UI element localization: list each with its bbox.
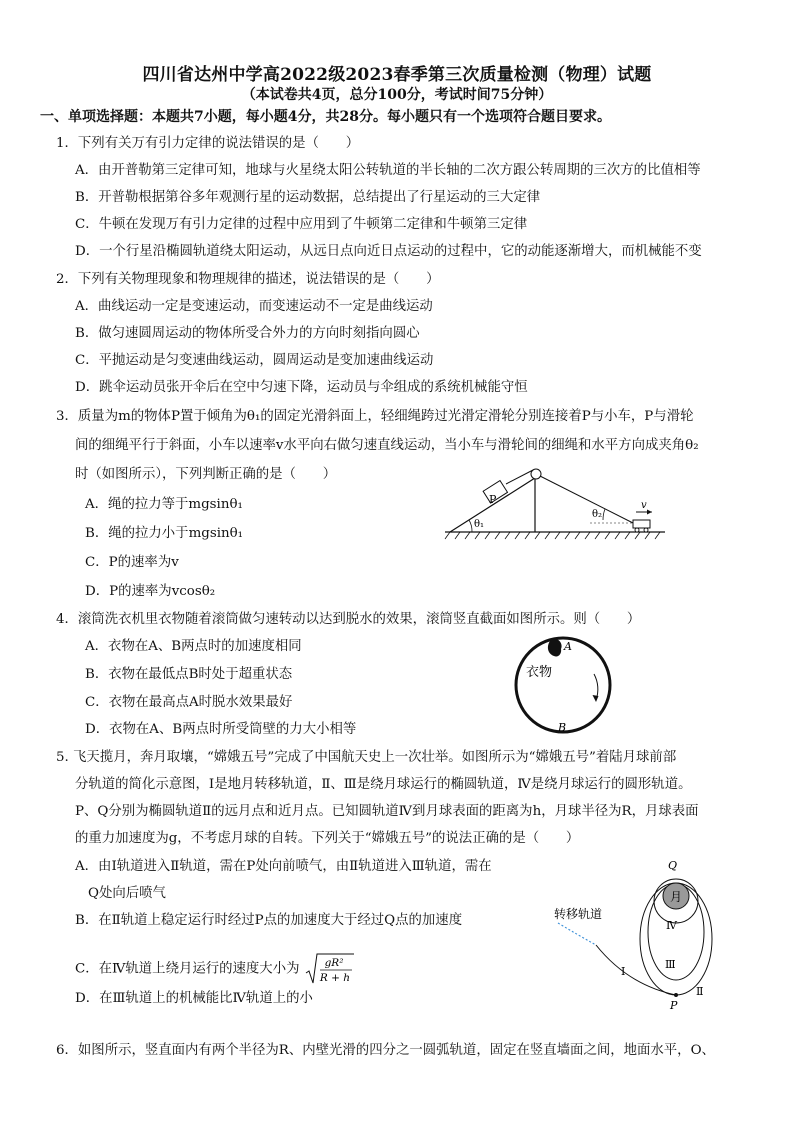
question-1-option-d: D．一个行星沿椭圆轨道绕太阳运动，从远日点向近日点运动的过程中，它的动能逐渐增大，而机械能不变: [75, 244, 702, 259]
point-b-label: B: [558, 721, 567, 734]
theta1-label: θ₁: [474, 519, 485, 530]
question-4-option-a: A．衣物在A、B两点时的加速度相同: [85, 639, 302, 654]
orbit-iii-label: Ⅲ: [665, 958, 676, 971]
question-4-stem: 4．滚筒洗衣机里衣物随着滚筒做匀速转动以达到脱水的效果，滚筒竖直截面如图所示。则（ ）: [56, 612, 641, 627]
question-1-option-c: C．牛顿在发现万有引力定律的过程中应用到了牛顿第二定律和牛顿第三定律: [75, 217, 528, 232]
question-4-option-c: C．衣物在最高点A时脱水效果最好: [85, 695, 293, 710]
question-5-option-a-line-1: A．由Ⅰ轨道进入Ⅱ轨道，需在P处向前喷气，由Ⅱ轨道进入Ⅲ轨道，需在: [75, 859, 492, 874]
moon-label: 月: [669, 890, 683, 904]
formula-numerator: gR²: [324, 957, 344, 969]
question-3-stem-line-3: 时（如图所示），下列判断正确的是（ ）: [75, 467, 337, 482]
point-p-label: P: [670, 999, 678, 1012]
question-3-stem-line-1: 3．质量为m的物体P置于倾角为θ₁的固定光滑斜面上，轻细绳跨过光滑定滑轮分别连接着P与小车，P与滑轮: [56, 409, 694, 424]
question-2-option-c: C．平抛运动是匀变速曲线运动，圆周运动是变加速曲线运动: [75, 353, 434, 368]
question-5-stem-line-3: P、Q分别为椭圆轨道Ⅱ的远月点和近月点。已知圆轨道Ⅳ到月球表面的距离为h，月球半径为R，月球表面: [75, 804, 699, 819]
question-4-option-b: B．衣物在最低点B时处于超重状态: [85, 667, 293, 682]
drum-figure: [508, 630, 618, 740]
point-q-label: Q: [668, 859, 678, 872]
question-3-stem-line-2: 间的细绳平行于斜面，小车以速率v水平向右做匀速直线运动，当小车与滑轮间的细绳和水平方向成夹角θ₂: [75, 438, 699, 453]
orbit-i-label: Ⅰ: [621, 965, 626, 978]
question-5-stem-line-1: 5. 飞天揽月，奔月取壤，“嫦娥五号”完成了中国航天史上一次壮举。如图所示为“嫦娥五号”着陆月球前部: [56, 750, 677, 765]
question-4-option-d: D．衣物在A、B两点时所受筒壁的力大小相等: [85, 722, 357, 737]
question-2-stem: 2．下列有关物理现象和物理规律的描述，说法错误的是（ ）: [56, 272, 440, 287]
block-p-label: P: [489, 493, 497, 506]
lunar-orbit-figure: [548, 855, 728, 1015]
formula-denominator: R + h: [319, 972, 350, 984]
orbit-iv-label: Ⅳ: [666, 919, 677, 932]
question-3-option-a: A．绳的拉力等于mgsinθ₁: [85, 497, 243, 512]
question-1-option-b: B．开普勒根据第谷多年观测行星的运动数据，总结提出了行星运动的三大定律: [75, 190, 541, 205]
question-5-option-a-line-2: Q处向后喷气: [88, 886, 166, 901]
exam-subtitle: （本试卷共4页，总分100分，考试时间75分钟）: [241, 87, 553, 103]
theta2-label: θ₂: [592, 509, 603, 520]
cloth-label: 衣物: [526, 665, 553, 680]
question-3-option-c: C．P的速率为v: [85, 555, 179, 570]
question-1-option-a: A．由开普勒第三定律可知，地球与火星绕太阳公转轨道的半长轴的二次方跟公转周期的三次方的比值相等: [75, 163, 701, 178]
question-5-option-b: B．在Ⅱ轨道上稳定运行时经过P点的加速度大于经过Q点的加速度: [75, 913, 463, 928]
sqrt-formula: [304, 951, 356, 987]
option-c-prefix: C．在Ⅳ轨道上绕月运行的速度大小为: [75, 961, 300, 977]
question-6-stem: 6．如图所示，竖直面内有两个半径为R、内壁光滑的四分之一圆弧轨道，固定在竖直墙面之间，地面水平，O、: [56, 1043, 715, 1058]
question-2-option-b: B．做匀速圆周运动的物体所受合外力的方向时刻指向圆心: [75, 326, 420, 341]
question-2-option-a: A．曲线运动一定是变速运动，而变速运动不一定是曲线运动: [75, 299, 433, 314]
transfer-orbit-label: 转移轨道: [554, 907, 603, 921]
question-5-option-c: [75, 951, 356, 987]
velocity-label: v: [641, 500, 647, 511]
question-3-option-d: D．P的速率为vcosθ₂: [85, 584, 216, 599]
incline-pulley-figure: [440, 440, 670, 540]
orbit-ii-label: Ⅱ: [696, 985, 704, 998]
question-5-option-d: D．在Ⅲ轨道上的机械能比Ⅳ轨道上的小: [75, 991, 313, 1006]
question-3-option-b: B．绳的拉力小于mgsinθ₁: [85, 526, 244, 541]
question-2-option-d: D．跳伞运动员张开伞后在空中匀速下降，运动员与伞组成的系统机械能守恒: [75, 380, 528, 395]
point-a-label: A: [564, 640, 572, 653]
section-heading: 一、单项选择题：本题共7小题，每小题4分，共28分。每小题只有一个选项符合题目要求。: [40, 109, 611, 125]
question-5-stem-line-4: 的重力加速度为g，不考虑月球的自转。下列关于“嫦娥五号”的说法正确的是（ ）: [75, 831, 580, 846]
question-1-stem: 1．下列有关万有引力定律的说法错误的是（ ）: [56, 136, 360, 151]
exam-title: 四川省达州中学高2022级2023春季第三次质量检测（物理）试题: [142, 65, 652, 85]
question-5-stem-line-2: 分轨道的简化示意图，Ⅰ是地月转移轨道，Ⅱ、Ⅲ是绕月球运行的椭圆轨道，Ⅳ是绕月球运行的圆形轨道。: [75, 777, 692, 792]
